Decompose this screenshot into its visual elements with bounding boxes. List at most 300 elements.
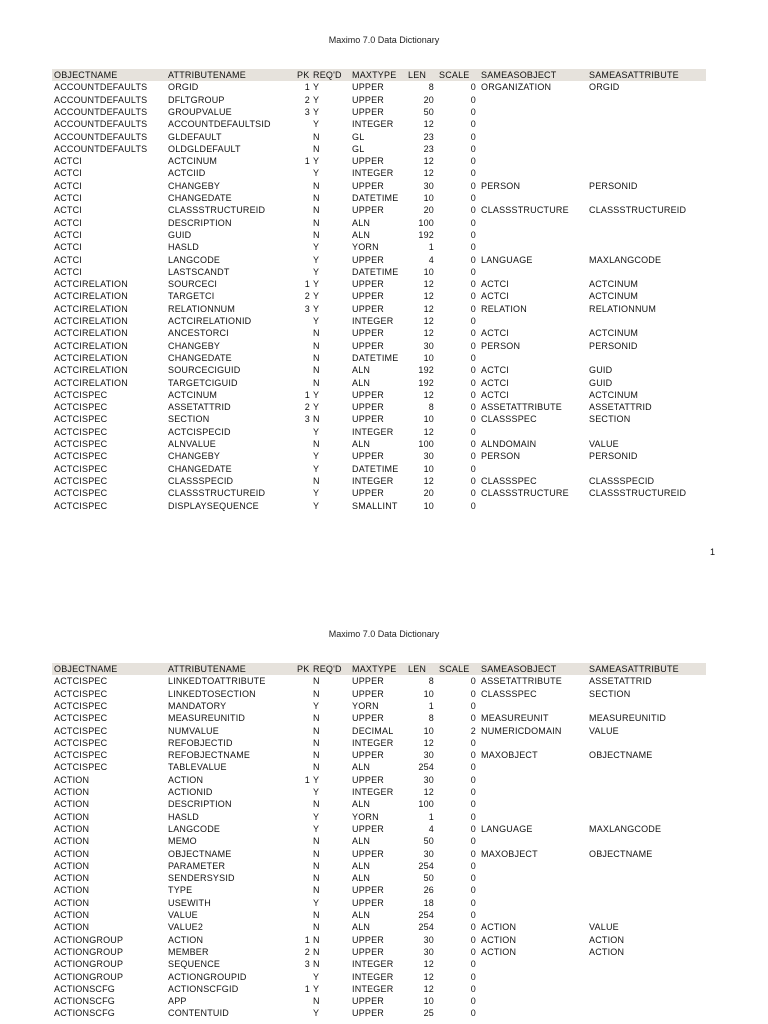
maxtype-cell: UPPER bbox=[352, 279, 385, 290]
reqd-cell: N bbox=[313, 885, 320, 896]
len-cell: 25 bbox=[423, 1008, 434, 1019]
table-header-row bbox=[0, 663, 768, 675]
header-pk: PK bbox=[297, 70, 310, 80]
pk-cell: 1 bbox=[304, 934, 310, 945]
scale-cell: 0 bbox=[470, 1008, 476, 1019]
maxtype-cell: UPPER bbox=[352, 389, 385, 400]
len-cell: 10 bbox=[423, 463, 434, 474]
scale-cell: 0 bbox=[470, 488, 476, 499]
scale-cell: 2 bbox=[470, 725, 476, 736]
scale-cell: 0 bbox=[470, 94, 476, 105]
len-cell: 30 bbox=[423, 451, 434, 462]
scale-cell: 0 bbox=[470, 983, 476, 994]
sameasobject-cell: PERSON bbox=[481, 180, 521, 191]
scale-cell: 0 bbox=[470, 82, 476, 93]
len-cell: 1 bbox=[428, 700, 434, 711]
maxtype-cell: UPPER bbox=[352, 934, 385, 945]
maxtype-cell: UPPER bbox=[352, 688, 385, 699]
len-cell: 12 bbox=[423, 303, 434, 314]
pk-cell: 2 bbox=[304, 946, 310, 957]
scale-cell: 0 bbox=[470, 700, 476, 711]
attributename-cell: ANCESTORCI bbox=[168, 328, 229, 339]
table-row bbox=[0, 364, 768, 376]
objectname-cell: ACTCISPEC bbox=[54, 389, 108, 400]
len-cell: 12 bbox=[423, 156, 434, 167]
reqd-cell: Y bbox=[313, 389, 320, 400]
pk-cell: 2 bbox=[304, 291, 310, 302]
table-row bbox=[0, 217, 768, 229]
table-row bbox=[0, 229, 768, 241]
reqd-cell: Y bbox=[313, 451, 320, 462]
reqd-cell: N bbox=[313, 799, 320, 810]
objectname-cell: ACTCIRELATION bbox=[54, 352, 128, 363]
maxtype-cell: DATETIME bbox=[352, 463, 399, 474]
reqd-cell: N bbox=[313, 193, 320, 203]
table-row bbox=[0, 118, 768, 130]
sameasattribute-cell: ACTION bbox=[589, 946, 625, 957]
attributename-cell: VALUE bbox=[168, 910, 198, 920]
sameasattribute-cell: ACTCINUM bbox=[589, 291, 639, 302]
len-cell: 26 bbox=[423, 885, 434, 896]
maxtype-cell: ALN bbox=[352, 910, 371, 920]
maxtype-cell: UPPER bbox=[352, 676, 385, 687]
objectname-cell: ACTCI bbox=[54, 180, 82, 191]
reqd-cell: Y bbox=[313, 426, 320, 437]
reqd-cell: N bbox=[313, 340, 320, 351]
objectname-cell: ACTION bbox=[54, 836, 90, 847]
len-cell: 10 bbox=[423, 996, 434, 1007]
maxtype-cell: UPPER bbox=[352, 254, 385, 265]
reqd-cell: Y bbox=[313, 1008, 320, 1019]
pk-cell: 3 bbox=[304, 959, 310, 970]
table-row bbox=[0, 204, 768, 216]
sameasobject-cell: ACTCI bbox=[481, 377, 509, 388]
reqd-cell: N bbox=[313, 959, 320, 970]
pk-cell: 1 bbox=[304, 279, 310, 290]
maxtype-cell: GL bbox=[352, 131, 365, 142]
objectname-cell: ACTCIRELATION bbox=[54, 365, 128, 376]
attributename-cell: TARGETCIGUID bbox=[168, 377, 238, 388]
attributename-cell: GLDEFAULT bbox=[168, 131, 222, 142]
scale-cell: 0 bbox=[470, 352, 476, 363]
objectname-cell: ACTCISPEC bbox=[54, 451, 108, 462]
sameasattribute-cell: ASSETATTRID bbox=[589, 402, 652, 413]
len-cell: 30 bbox=[423, 946, 434, 957]
reqd-cell: Y bbox=[313, 500, 320, 511]
table-row bbox=[0, 500, 768, 512]
table-row bbox=[0, 884, 768, 896]
len-cell: 12 bbox=[423, 316, 434, 326]
objectname-cell: ACTCISPEC bbox=[54, 737, 108, 748]
sameasobject-cell: PERSON bbox=[481, 340, 521, 351]
sameasobject-cell: ACTION bbox=[481, 934, 517, 945]
objectname-cell: ACCOUNTDEFAULTS bbox=[54, 119, 148, 130]
maxtype-cell: UPPER bbox=[352, 823, 385, 834]
scale-cell: 0 bbox=[470, 713, 476, 724]
attributename-cell: APP bbox=[168, 996, 187, 1007]
reqd-cell: Y bbox=[313, 983, 320, 994]
scale-cell: 0 bbox=[470, 922, 476, 933]
attributename-cell: CHANGEBY bbox=[168, 180, 221, 191]
sameasobject-cell: ASSETATTRIBUTE bbox=[481, 402, 562, 413]
sameasobject-cell: CLASSSPEC bbox=[481, 475, 537, 486]
maxtype-cell: UPPER bbox=[352, 774, 385, 785]
table-row bbox=[0, 327, 768, 339]
table-row bbox=[0, 192, 768, 204]
maxtype-cell: INTEGER bbox=[352, 737, 394, 748]
scale-cell: 0 bbox=[470, 860, 476, 871]
objectname-cell: ACTIONGROUP bbox=[54, 971, 124, 982]
objectname-cell: ACCOUNTDEFAULTS bbox=[54, 143, 148, 154]
attributename-cell: TARGETCI bbox=[168, 291, 215, 302]
maxtype-cell: UPPER bbox=[352, 303, 385, 314]
objectname-cell: ACTCIRELATION bbox=[54, 279, 128, 290]
objectname-cell: ACTION bbox=[54, 922, 90, 933]
attributename-cell: LANGCODE bbox=[168, 823, 221, 834]
reqd-cell: N bbox=[313, 737, 320, 748]
header-scale: SCALE bbox=[439, 70, 470, 80]
attributename-cell: ACCOUNTDEFAULTSID bbox=[168, 119, 271, 130]
len-cell: 50 bbox=[423, 873, 434, 884]
objectname-cell: ACTIONGROUP bbox=[54, 934, 124, 945]
objectname-cell: ACTCI bbox=[54, 168, 82, 179]
objectname-cell: ACTCI bbox=[54, 193, 82, 203]
reqd-cell: N bbox=[313, 143, 320, 154]
sameasobject-cell: RELATION bbox=[481, 303, 527, 314]
table-row bbox=[0, 909, 768, 921]
attributename-cell: HASLD bbox=[168, 811, 200, 822]
attributename-cell: ACTIONGROUPID bbox=[168, 971, 247, 982]
attributename-cell: REFOBJECTNAME bbox=[168, 750, 251, 761]
header-len: LEN bbox=[408, 70, 427, 80]
table-row bbox=[0, 823, 768, 835]
reqd-cell: Y bbox=[313, 402, 320, 413]
len-cell: 4 bbox=[428, 254, 434, 265]
maxtype-cell: UPPER bbox=[352, 451, 385, 462]
reqd-cell: N bbox=[313, 229, 320, 240]
table-row bbox=[0, 921, 768, 933]
len-cell: 192 bbox=[418, 365, 434, 376]
scale-cell: 0 bbox=[470, 254, 476, 265]
reqd-cell: N bbox=[313, 688, 320, 699]
sameasobject-cell: LANGUAGE bbox=[481, 823, 533, 834]
objectname-cell: ACTCISPEC bbox=[54, 700, 108, 711]
len-cell: 8 bbox=[428, 402, 434, 413]
attributename-cell: LINKEDTOSECTION bbox=[168, 688, 256, 699]
attributename-cell: ACTIONID bbox=[168, 787, 213, 797]
scale-cell: 0 bbox=[470, 414, 476, 425]
maxtype-cell: DATETIME bbox=[352, 193, 399, 203]
sameasobject-cell: ACTCI bbox=[481, 328, 509, 339]
scale-cell: 0 bbox=[470, 971, 476, 982]
maxtype-cell: ALN bbox=[352, 217, 371, 228]
reqd-cell: N bbox=[313, 328, 320, 339]
objectname-cell: ACTCISPEC bbox=[54, 426, 108, 437]
table-row bbox=[0, 450, 768, 462]
attributename-cell: MEMO bbox=[168, 836, 197, 847]
objectname-cell: ACTION bbox=[54, 910, 90, 920]
objectname-cell: ACTION bbox=[54, 811, 90, 822]
attributename-cell: SENDERSYSID bbox=[168, 873, 235, 884]
header-maxtype: MAXTYPE bbox=[352, 70, 397, 80]
objectname-cell: ACTCISPEC bbox=[54, 688, 108, 699]
attributename-cell: ACTCIRELATIONID bbox=[168, 316, 252, 326]
table-row bbox=[0, 352, 768, 364]
table-row bbox=[0, 749, 768, 761]
maxtype-cell: UPPER bbox=[352, 180, 385, 191]
scale-cell: 0 bbox=[470, 340, 476, 351]
len-cell: 20 bbox=[423, 94, 434, 105]
scale-cell: 0 bbox=[470, 959, 476, 970]
maxtype-cell: YORN bbox=[352, 242, 379, 253]
objectname-cell: ACTIONGROUP bbox=[54, 959, 124, 970]
reqd-cell: Y bbox=[313, 279, 320, 290]
scale-cell: 0 bbox=[470, 193, 476, 203]
scale-cell: 0 bbox=[470, 266, 476, 277]
objectname-cell: ACTCIRELATION bbox=[54, 328, 128, 339]
maxtype-cell: DATETIME bbox=[352, 266, 399, 277]
table-row bbox=[0, 761, 768, 773]
len-cell: 12 bbox=[423, 119, 434, 130]
objectname-cell: ACCOUNTDEFAULTS bbox=[54, 94, 148, 105]
sameasobject-cell: CLASSSTRUCTURE bbox=[481, 488, 569, 499]
maxtype-cell: UPPER bbox=[352, 291, 385, 302]
maxtype-cell: SMALLINT bbox=[352, 500, 398, 511]
header-sameasattribute: SAMEASATTRIBUTE bbox=[589, 664, 679, 674]
maxtype-cell: UPPER bbox=[352, 82, 385, 93]
len-cell: 12 bbox=[423, 389, 434, 400]
table-row bbox=[0, 131, 768, 143]
scale-cell: 0 bbox=[470, 676, 476, 687]
pk-cell: 1 bbox=[304, 983, 310, 994]
scale-cell: 0 bbox=[470, 242, 476, 253]
maxtype-cell: ALN bbox=[352, 762, 371, 773]
attributename-cell: NUMVALUE bbox=[168, 725, 219, 736]
sameasattribute-cell: VALUE bbox=[589, 922, 619, 933]
maxtype-cell: UPPER bbox=[352, 328, 385, 339]
maxtype-cell: DECIMAL bbox=[352, 725, 394, 736]
len-cell: 12 bbox=[423, 983, 434, 994]
reqd-cell: Y bbox=[313, 156, 320, 167]
len-cell: 10 bbox=[423, 688, 434, 699]
table-row bbox=[0, 897, 768, 909]
objectname-cell: ACTIONSCFG bbox=[54, 983, 116, 994]
maxtype-cell: UPPER bbox=[352, 750, 385, 761]
maxtype-cell: ALN bbox=[352, 836, 371, 847]
len-cell: 10 bbox=[423, 193, 434, 203]
sameasattribute-cell: PERSONID bbox=[589, 180, 638, 191]
scale-cell: 0 bbox=[470, 774, 476, 785]
sameasobject-cell: ORGANIZATION bbox=[481, 82, 552, 93]
maxtype-cell: UPPER bbox=[352, 156, 385, 167]
maxtype-cell: ALN bbox=[352, 377, 371, 388]
table-row bbox=[0, 94, 768, 106]
pk-cell: 1 bbox=[304, 82, 310, 93]
maxtype-cell: UPPER bbox=[352, 897, 385, 908]
objectname-cell: ACTCISPEC bbox=[54, 475, 108, 486]
reqd-cell: Y bbox=[313, 787, 320, 797]
attributename-cell: USEWITH bbox=[168, 897, 211, 908]
attributename-cell: ACTCISPECID bbox=[168, 426, 231, 437]
reqd-cell: N bbox=[313, 180, 320, 191]
scale-cell: 0 bbox=[470, 500, 476, 511]
header-sameasobject: SAMEASOBJECT bbox=[481, 664, 557, 674]
len-cell: 12 bbox=[423, 279, 434, 290]
scale-cell: 0 bbox=[470, 426, 476, 437]
scale-cell: 0 bbox=[470, 873, 476, 884]
objectname-cell: ACTCI bbox=[54, 242, 82, 253]
scale-cell: 0 bbox=[470, 168, 476, 179]
reqd-cell: Y bbox=[313, 897, 320, 908]
maxtype-cell: INTEGER bbox=[352, 316, 394, 326]
objectname-cell: ACTCIRELATION bbox=[54, 377, 128, 388]
table-row bbox=[0, 266, 768, 278]
len-cell: 30 bbox=[423, 774, 434, 785]
maxtype-cell: UPPER bbox=[352, 106, 385, 117]
attributename-cell: ORGID bbox=[168, 82, 199, 93]
maxtype-cell: YORN bbox=[352, 811, 379, 822]
header-attributename: ATTRIBUTENAME bbox=[168, 664, 246, 674]
scale-cell: 0 bbox=[470, 106, 476, 117]
sameasattribute-cell: PERSONID bbox=[589, 451, 638, 462]
reqd-cell: Y bbox=[313, 303, 320, 314]
sameasattribute-cell: CLASSSTRUCTUREID bbox=[589, 488, 687, 499]
table-row bbox=[0, 675, 768, 687]
scale-cell: 0 bbox=[470, 402, 476, 413]
reqd-cell: Y bbox=[313, 316, 320, 326]
objectname-cell: ACCOUNTDEFAULTS bbox=[54, 82, 148, 93]
len-cell: 30 bbox=[423, 750, 434, 761]
header-objectname: OBJECTNAME bbox=[54, 664, 118, 674]
scale-cell: 0 bbox=[470, 475, 476, 486]
sameasobject-cell: ACTION bbox=[481, 946, 517, 957]
len-cell: 10 bbox=[423, 352, 434, 363]
table-header-row bbox=[0, 69, 768, 81]
len-cell: 12 bbox=[423, 168, 434, 179]
reqd-cell: Y bbox=[313, 106, 320, 117]
objectname-cell: ACTCI bbox=[54, 229, 82, 240]
len-cell: 30 bbox=[423, 340, 434, 351]
maxtype-cell: DATETIME bbox=[352, 352, 399, 363]
table-row bbox=[0, 688, 768, 700]
sameasobject-cell: LANGUAGE bbox=[481, 254, 533, 265]
scale-cell: 0 bbox=[470, 848, 476, 859]
attributename-cell: GUID bbox=[168, 229, 192, 240]
header-len: LEN bbox=[408, 664, 427, 674]
attributename-cell: GROUPVALUE bbox=[168, 106, 232, 117]
pk-cell: 1 bbox=[304, 774, 310, 785]
table-row bbox=[0, 389, 768, 401]
reqd-cell: N bbox=[313, 377, 320, 388]
scale-cell: 0 bbox=[470, 787, 476, 797]
table-row bbox=[0, 81, 768, 93]
reqd-cell: N bbox=[313, 762, 320, 773]
attributename-cell: CLASSSTRUCTUREID bbox=[168, 205, 266, 216]
attributename-cell: ACTCINUM bbox=[168, 389, 218, 400]
len-cell: 1 bbox=[428, 811, 434, 822]
reqd-cell: Y bbox=[313, 774, 320, 785]
reqd-cell: N bbox=[313, 217, 320, 228]
scale-cell: 0 bbox=[470, 328, 476, 339]
scale-cell: 0 bbox=[470, 762, 476, 773]
objectname-cell: ACTION bbox=[54, 873, 90, 884]
reqd-cell: Y bbox=[313, 242, 320, 253]
scale-cell: 0 bbox=[470, 836, 476, 847]
maxtype-cell: UPPER bbox=[352, 996, 385, 1007]
table-row bbox=[0, 860, 768, 872]
scale-cell: 0 bbox=[470, 156, 476, 167]
len-cell: 23 bbox=[423, 131, 434, 142]
objectname-cell: ACTION bbox=[54, 799, 90, 810]
attributename-cell: HASLD bbox=[168, 242, 200, 253]
reqd-cell: N bbox=[313, 439, 320, 449]
reqd-cell: N bbox=[313, 873, 320, 884]
reqd-cell: Y bbox=[313, 94, 320, 105]
sameasattribute-cell: RELATIONNUM bbox=[589, 303, 657, 314]
maxtype-cell: INTEGER bbox=[352, 119, 394, 130]
attributename-cell: ASSETATTRID bbox=[168, 402, 231, 413]
attributename-cell: LASTSCANDT bbox=[168, 266, 230, 277]
scale-cell: 0 bbox=[470, 946, 476, 957]
reqd-cell: Y bbox=[313, 823, 320, 834]
objectname-cell: ACTIONSCFG bbox=[54, 996, 116, 1007]
scale-cell: 0 bbox=[470, 316, 476, 326]
reqd-cell: Y bbox=[313, 700, 320, 711]
reqd-cell: N bbox=[313, 131, 320, 142]
table-row bbox=[0, 315, 768, 327]
scale-cell: 0 bbox=[470, 119, 476, 130]
scale-cell: 0 bbox=[470, 463, 476, 474]
table-row bbox=[0, 377, 768, 389]
objectname-cell: ACTCISPEC bbox=[54, 439, 108, 449]
sameasobject-cell: NUMERICDOMAIN bbox=[481, 725, 562, 736]
maxtype-cell: INTEGER bbox=[352, 959, 394, 970]
sameasobject-cell: ACTCI bbox=[481, 365, 509, 376]
sameasobject-cell: CLASSSPEC bbox=[481, 688, 537, 699]
reqd-cell: N bbox=[313, 713, 320, 724]
attributename-cell: CLASSSTRUCTUREID bbox=[168, 488, 266, 499]
sameasattribute-cell: ORGID bbox=[589, 82, 620, 93]
len-cell: 192 bbox=[418, 377, 434, 388]
sameasobject-cell: CLASSSTRUCTURE bbox=[481, 205, 569, 216]
len-cell: 8 bbox=[428, 713, 434, 724]
reqd-cell: N bbox=[313, 205, 320, 216]
scale-cell: 0 bbox=[470, 750, 476, 761]
scale-cell: 0 bbox=[470, 131, 476, 142]
len-cell: 12 bbox=[423, 737, 434, 748]
objectname-cell: ACTCI bbox=[54, 254, 82, 265]
objectname-cell: ACTCIRELATION bbox=[54, 316, 128, 326]
len-cell: 254 bbox=[418, 910, 434, 920]
sameasattribute-cell: MAXLANGCODE bbox=[589, 823, 662, 834]
sameasobject-cell: MAXOBJECT bbox=[481, 848, 538, 859]
sameasobject-cell: ALNDOMAIN bbox=[481, 439, 537, 449]
reqd-cell: Y bbox=[313, 971, 320, 982]
sameasattribute-cell: ACTION bbox=[589, 934, 625, 945]
attributename-cell: ACTCINUM bbox=[168, 156, 218, 167]
table-row bbox=[0, 438, 768, 450]
objectname-cell: ACTCISPEC bbox=[54, 414, 108, 425]
table-row bbox=[0, 983, 768, 995]
table-row bbox=[0, 725, 768, 737]
scale-cell: 0 bbox=[470, 217, 476, 228]
len-cell: 8 bbox=[428, 82, 434, 93]
scale-cell: 0 bbox=[470, 799, 476, 810]
table-row bbox=[0, 155, 768, 167]
reqd-cell: N bbox=[313, 750, 320, 761]
reqd-cell: N bbox=[313, 725, 320, 736]
objectname-cell: ACTION bbox=[54, 885, 90, 896]
